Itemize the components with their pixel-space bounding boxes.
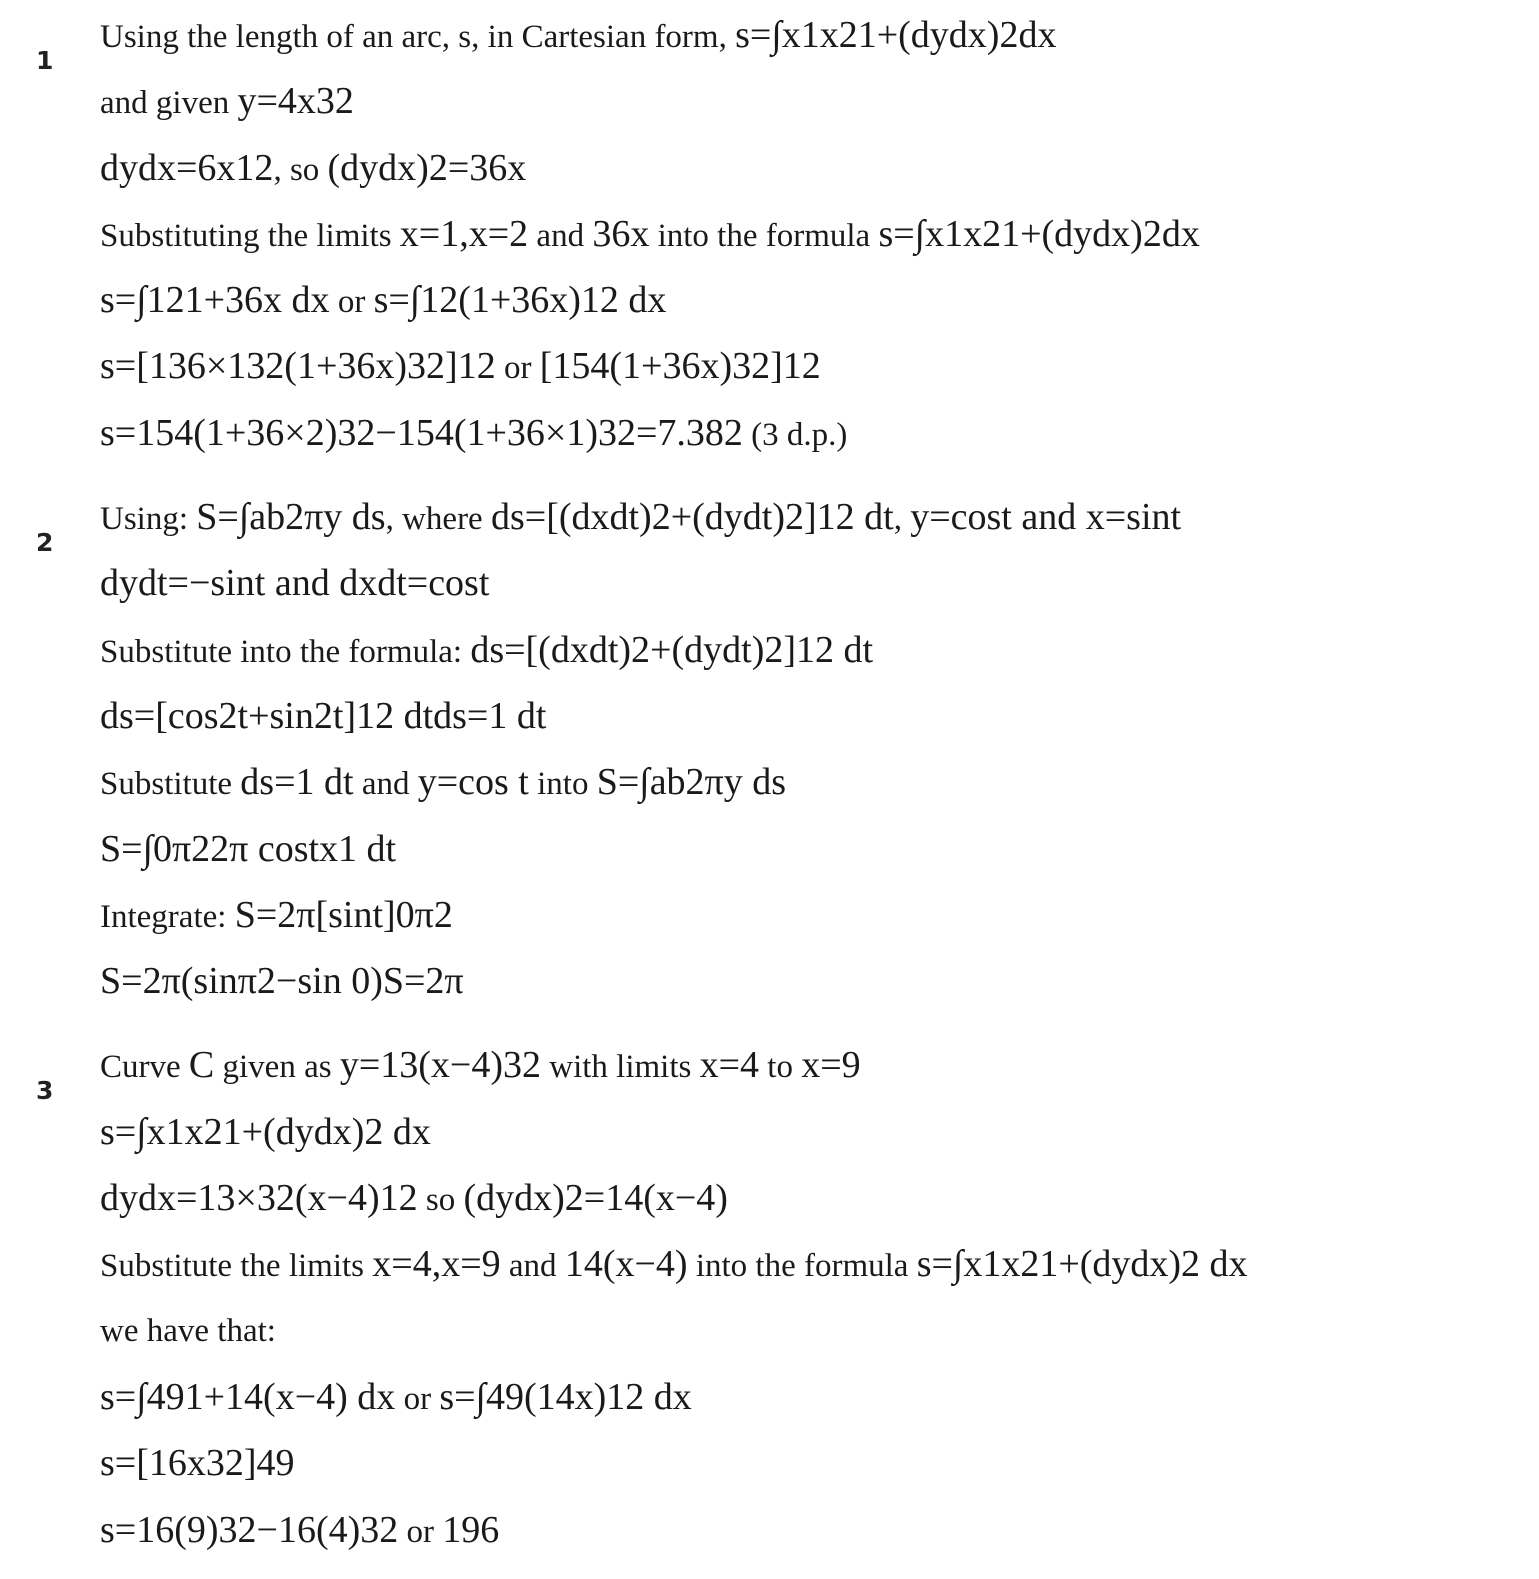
prose-text: given as: [214, 1049, 340, 1086]
question-number: 1: [36, 46, 54, 75]
solution-line: [100, 201, 1539, 267]
solution-line: [100, 948, 1539, 1014]
math-expression: S=2π[sint]0π2: [234, 893, 453, 936]
prose-text: , where: [385, 501, 491, 538]
math-expression: and: [1011, 496, 1086, 539]
math-expression: s=∫49(14x)12 dx: [439, 1375, 692, 1418]
solution-line: [100, 1032, 1539, 1098]
solution-line: [100, 484, 1539, 550]
solution-line: [100, 400, 1539, 466]
math-expression: x=9: [801, 1044, 861, 1087]
math-expression: s=16(9)32−16(4)32: [100, 1508, 399, 1551]
math-expression: dxdt=cost: [339, 562, 490, 605]
solution-line: [100, 1430, 1539, 1496]
math-expression: S=∫ab2πy ds: [596, 761, 787, 804]
prose-text: into the formula: [687, 1248, 917, 1285]
math-expression: 196: [442, 1508, 500, 1551]
solution-line: [100, 1165, 1539, 1231]
prose-text: and: [353, 766, 418, 803]
prose-text: or: [398, 1513, 443, 1550]
math-expression: s=∫x1x21+(dydx)2 dx: [916, 1243, 1248, 1286]
math-expression: dydx=13×32(x−4)12: [100, 1177, 418, 1220]
math-expression: (dydx)2=14(x−4): [463, 1177, 728, 1220]
math-expression: [154(1+36x)32]12: [539, 345, 821, 388]
math-expression: ds=[(dxdt)2+(dydt)2]12 dt: [470, 628, 874, 671]
prose-text: Using the length of an arc, s, in Cartesian form,: [100, 19, 736, 55]
prose-text: into the formula: [649, 217, 879, 254]
prose-text: into: [528, 766, 597, 803]
prose-text: or: [329, 284, 374, 321]
math-expression: x=4,x=9: [372, 1243, 501, 1286]
math-expression: (dydx)2=36x: [327, 146, 527, 189]
solution-line: [100, 816, 1539, 882]
prose-text: so: [417, 1182, 464, 1219]
prose-text: Integrate:: [100, 898, 235, 935]
prose-text: with limits: [541, 1049, 700, 1086]
solution-line: [100, 1298, 1539, 1364]
solution-line: [100, 882, 1539, 948]
math-expression: S=∫0π22π costx1 dt: [100, 827, 397, 870]
math-expression: s=∫x1x21+(dydx)2dx: [735, 14, 1057, 56]
math-expression: s=∫12(1+36x)12 dx: [373, 279, 667, 322]
math-expression: S=∫ab2πy ds: [196, 496, 386, 539]
solution-line: [100, 683, 1539, 749]
solution-line: [100, 135, 1539, 201]
math-expression: s=∫121+36x dx: [100, 279, 330, 322]
prose-text: , so: [273, 151, 328, 188]
prose-text: Using:: [100, 501, 197, 538]
solution-line: [100, 2, 1539, 68]
prose-text: we have that:: [100, 1312, 276, 1349]
prose-text: or: [395, 1380, 440, 1417]
math-expression: s=∫491+14(x−4) dx: [100, 1375, 396, 1418]
solution-line: [100, 550, 1539, 616]
prose-text: Substitute: [100, 766, 241, 803]
math-expression: y=cos t: [417, 761, 529, 804]
solution-line: [100, 617, 1539, 683]
math-expression: x=4: [699, 1044, 760, 1087]
math-expression: s=154(1+36×2)32−154(1+36×1)32=7.382: [100, 411, 743, 454]
prose-text: and given: [100, 85, 238, 122]
solution-line: [100, 1497, 1539, 1563]
math-expression: y=cost: [910, 496, 1012, 539]
math-expression: ds=[(dxdt)2+(dydt)2]12 dt: [490, 496, 894, 539]
prose-text: Substitute into the formula:: [100, 633, 471, 670]
solution-line: [100, 749, 1539, 815]
prose-text: and: [500, 1248, 565, 1285]
math-expression: s=[16x32]49: [100, 1442, 295, 1485]
question-number: 3: [36, 1076, 54, 1106]
solution-section-2: [0, 484, 1539, 1014]
prose-text: or: [495, 350, 540, 387]
question-number: 2: [36, 528, 54, 558]
solution-line: [100, 1231, 1539, 1297]
math-expression: ds=[cos2t+sin2t]12 dtds=1 dt: [100, 694, 547, 737]
solution-line: [100, 68, 1539, 134]
math-expression: s=∫x1x21+(dydx)2 dx: [100, 1110, 431, 1153]
math-expression: dydt=−sint: [100, 562, 266, 605]
prose-text: Curve: [100, 1049, 189, 1086]
solution-line: [100, 1099, 1539, 1165]
prose-text: Substitute the limits: [100, 1248, 373, 1285]
math-expression: 14(x−4): [564, 1243, 688, 1286]
math-expression: s=∫x1x21+(dydx)2dx: [878, 212, 1200, 255]
prose-text: Substituting the limits: [100, 217, 400, 254]
prose-text: and: [528, 217, 593, 254]
math-expression: y=4x32: [237, 80, 354, 123]
math-expression: C: [188, 1044, 215, 1087]
math-expression: S=2π(sinπ2−sin 0)S=2π: [100, 960, 464, 1003]
math-expression: x=1,x=2: [399, 212, 529, 255]
math-expression: s=[136×132(1+36x)32]12: [100, 345, 496, 388]
prose-text: (3 d.p.): [742, 416, 848, 453]
solution-line: [100, 333, 1539, 399]
math-expression: dydx=6x12: [100, 146, 274, 189]
solution-section-1: [0, 2, 1539, 466]
solution-section-3: [0, 1032, 1539, 1562]
math-expression: ds=1 dt: [240, 761, 354, 804]
math-expression: 36x: [592, 212, 650, 255]
prose-text: ,: [893, 501, 911, 538]
solution-line: [100, 1364, 1539, 1430]
prose-text: to: [759, 1049, 802, 1086]
math-expression: and: [265, 562, 340, 605]
math-expression: y=13(x−4)32: [339, 1044, 541, 1087]
math-expression: x=sint: [1085, 496, 1182, 539]
solution-line: [100, 267, 1539, 333]
